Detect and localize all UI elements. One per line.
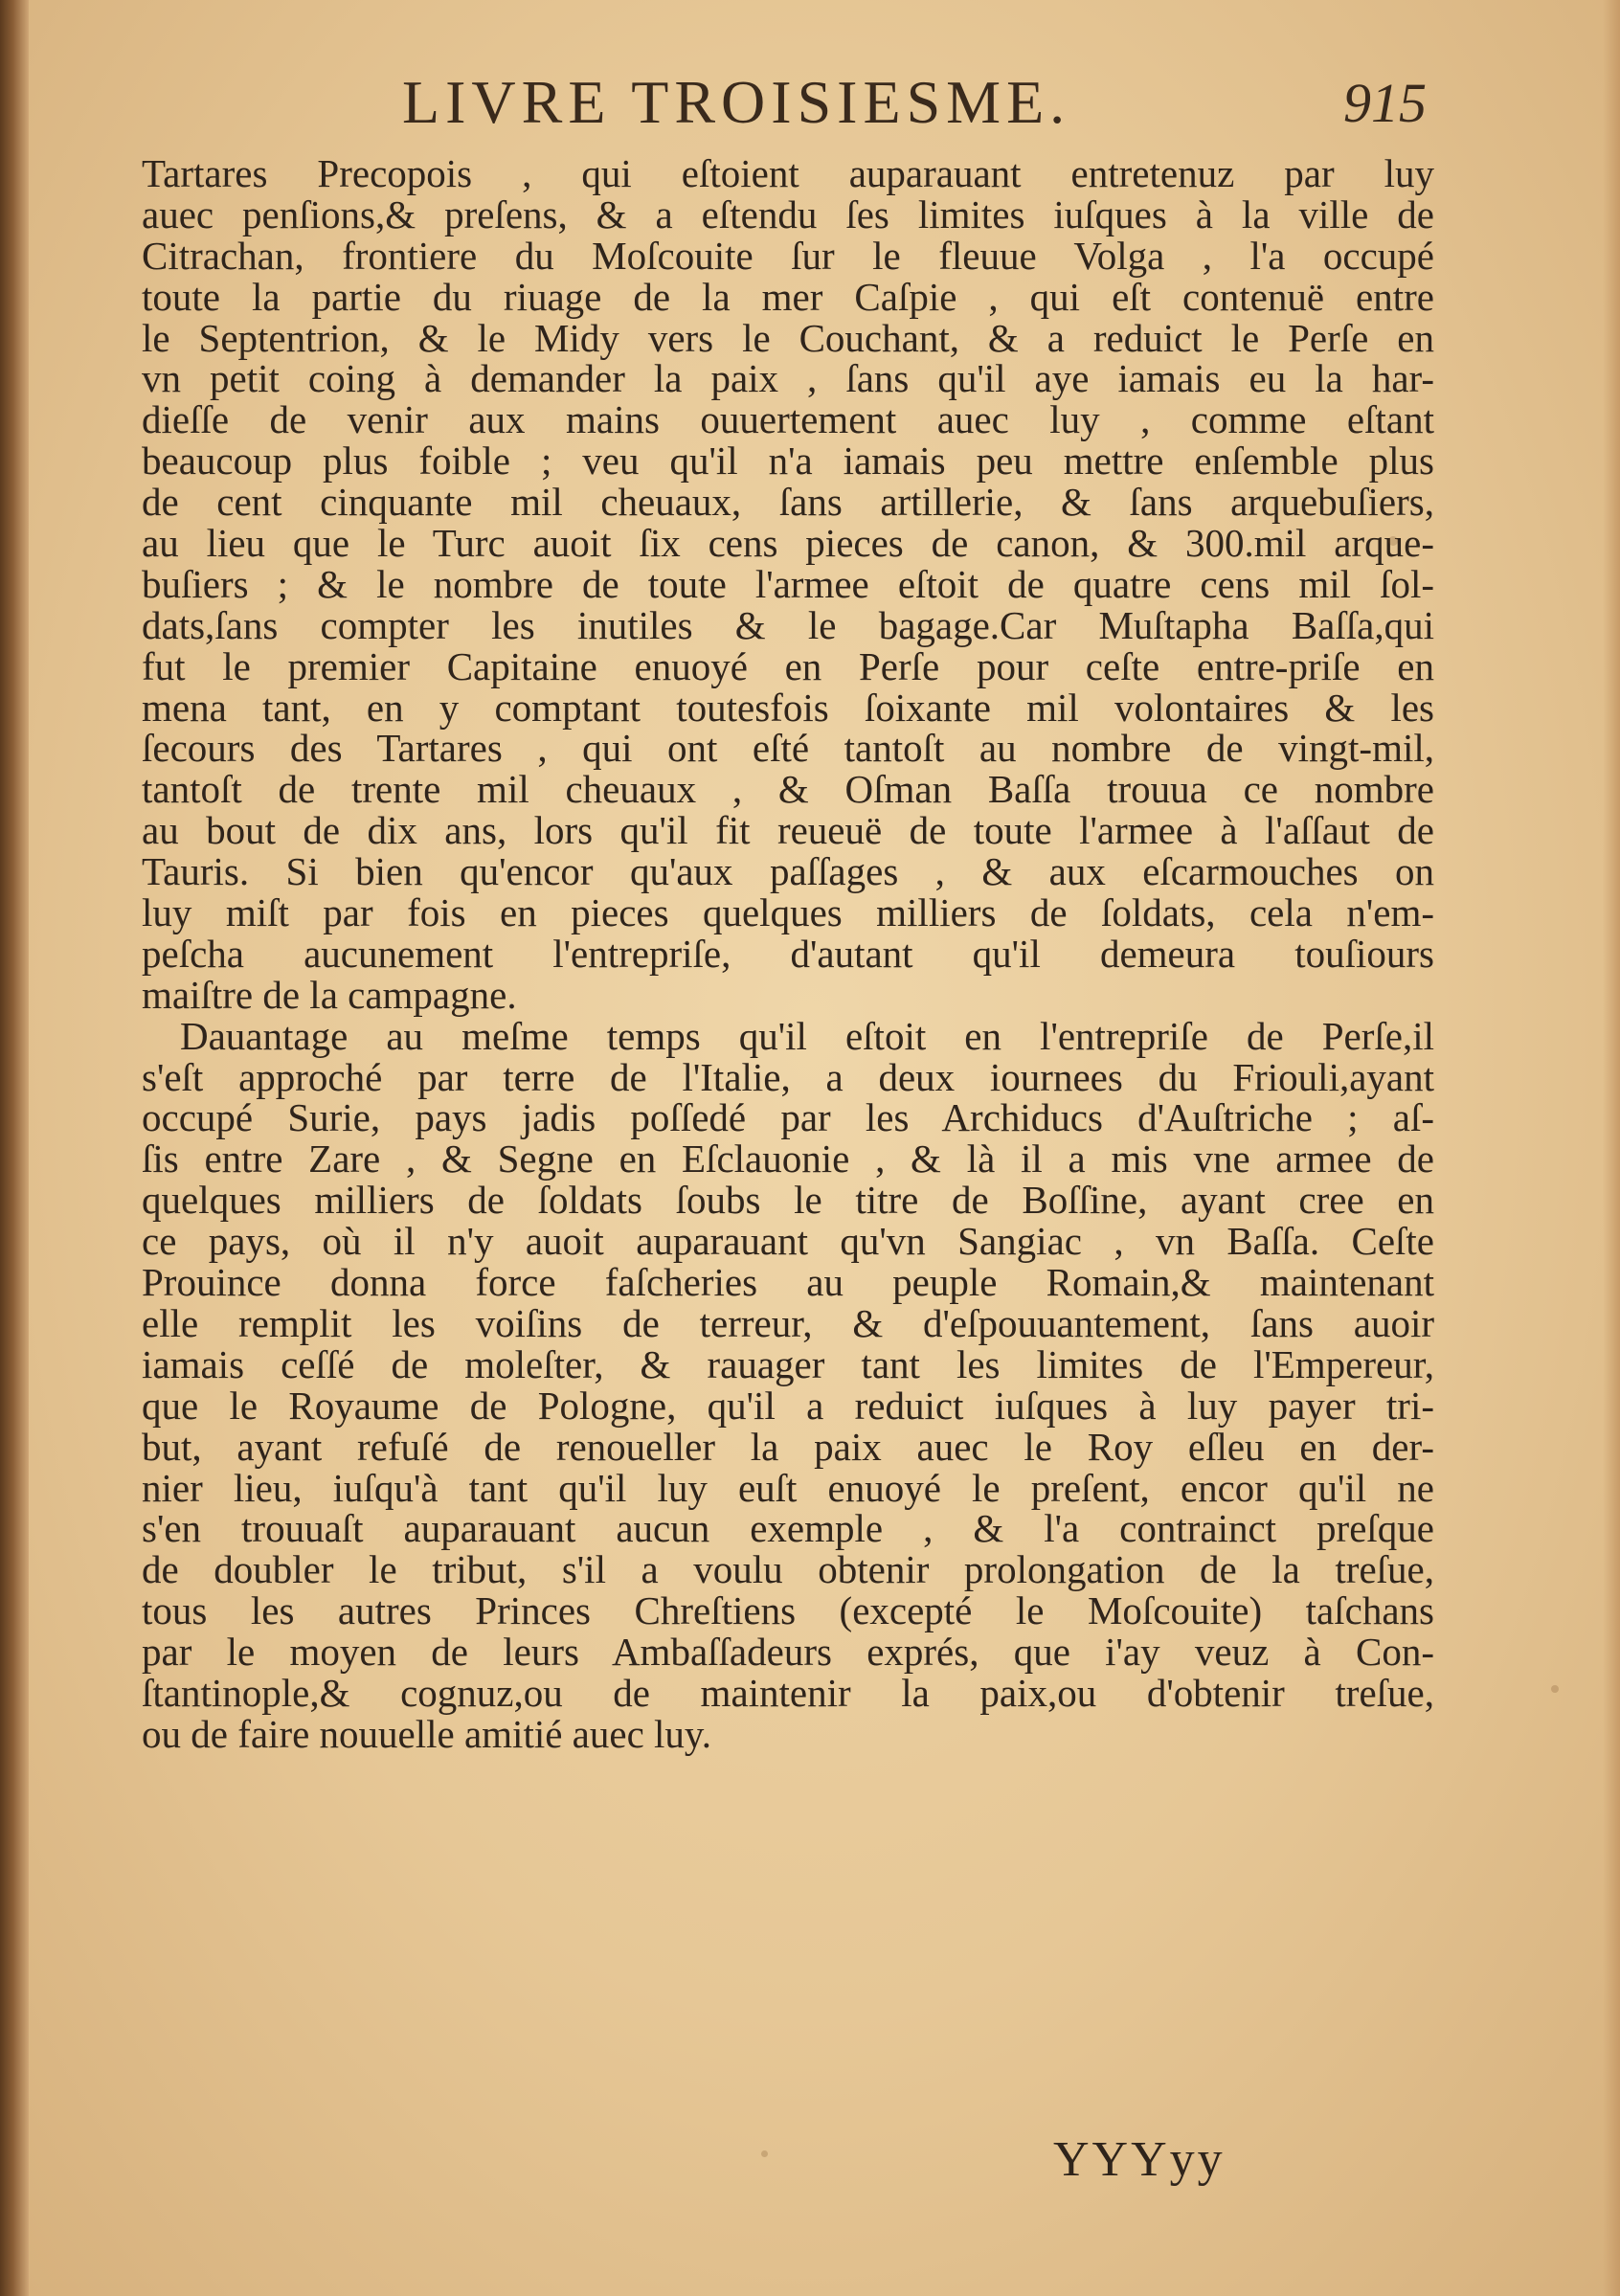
text-line: tantoſt de trente mil cheuaux , & Oſman Baſſa trouua ce nombre — [142, 767, 1434, 812]
text-line: ſtantinople,& cognuz,ou de maintenir la paix,ou d'obtenir treſue, — [142, 1670, 1434, 1715]
text-line: par le moyen de leurs Ambaſſadeurs exprés, que i'ay veuz à Con- — [142, 1630, 1434, 1675]
text-line: Dauantage au meſme temps qu'il eſtoit en l'entrepriſe de Perſe,il — [180, 1013, 1434, 1058]
text-line: au lieu que le Turc auoit ſix cens pieces de canon, & 300.mil arque- — [142, 521, 1434, 566]
text-line: nier lieu, iuſqu'à tant qu'il luy euſt enuoyé le preſent, encor qu'il ne — [142, 1465, 1434, 1510]
foxing-spot — [1551, 1685, 1559, 1693]
text-line: fut le premier Capitaine enuoyé en Perſe pour ceſte entre-priſe en — [142, 643, 1434, 688]
text-line: ou de faire nouuelle amitié auec luy. — [142, 1711, 712, 1756]
body-text — [142, 153, 1434, 1755]
page-edge — [1603, 0, 1620, 2296]
text-line: vn petit coing à demander la paix , ſans qu'il aye iamais eu la har- — [142, 356, 1434, 401]
text-line: s'en trouuaſt auparauant aucun exemple , & l'a contrainct preſque — [142, 1506, 1434, 1551]
text-line: ſecours des Tartares , qui ont eſté tantoſt au nombre de vingt-mil, — [142, 726, 1434, 771]
text-line: Citrachan, frontiere du Moſcouite ſur le fleuue Volga , l'a occupé — [142, 233, 1434, 278]
foxing-spot — [761, 2150, 768, 2157]
text-line: but, ayant refuſé de renoueller la paix auec le Roy eſleu en der- — [142, 1424, 1434, 1469]
text-line: occupé Surie, pays jadis poſſedé par les Archiducs d'Auſtriche ; aſ- — [142, 1095, 1434, 1140]
text-line: luy miſt par fois en pieces quelques milliers de ſoldats, cela n'em- — [142, 890, 1434, 935]
text-line: ce pays, où il n'y auoit auparauant qu'vn Sangiac , vn Baſſa. Ceſte — [142, 1219, 1434, 1264]
text-line: beaucoup plus foible ; veu qu'il n'a iamais peu mettre enſemble plus — [142, 439, 1434, 484]
text-line: ſis entre Zare , & Segne en Eſclauonie , & là il a mis vne armee de — [142, 1137, 1434, 1182]
text-line: Tauris. Si bien qu'encor qu'aux paſſages , & aux eſcarmouches on — [142, 849, 1434, 894]
text-line: tous les autres Princes Chreſtiens (excepté le Moſcouite) taſchans — [142, 1588, 1434, 1633]
text-line: dieſſe de venir aux mains ouuertement auec luy , comme eſtant — [142, 397, 1434, 442]
text-line: auec penſions,& preſens, & a eſtendu ſes limites iuſques à la ville de — [142, 191, 1434, 236]
text-line: Tartares Precopois , qui eſtoient auparauant entretenuz par luy — [142, 151, 1434, 195]
text-line: maiſtre de la campagne. — [142, 972, 517, 1017]
text-line: s'eſt approché par terre de l'Italie, a deux iournees du Friouli,ayant — [142, 1054, 1434, 1099]
text-line: elle remplit les voiſins de terreur, & d'eſpouuantement, ſans auoir — [142, 1300, 1434, 1345]
text-line: iamais ceſſé de moleſter, & rauager tant les limites de l'Empereur, — [142, 1341, 1434, 1386]
text-line: que le Royaume de Pologne, qu'il a reduict iuſques à luy payer tri- — [142, 1383, 1434, 1428]
page-number: 915 — [1343, 72, 1427, 134]
text-line: de doubler le tribut, s'il a voulu obtenir prolongation de la treſue, — [142, 1547, 1434, 1592]
foxing-spot — [1388, 536, 1398, 546]
text-line: le Septentrion, & le Midy vers le Couchant, & a reduict le Perſe en — [142, 315, 1434, 360]
text-line: mena tant, en y comptant toutesfois ſoixante mil volontaires & les — [142, 685, 1434, 730]
text-line: toute la partie du riuage de la mer Caſpie , qui eſt contenuë entre — [142, 274, 1434, 319]
running-title: LIVRE TROISIESME. — [402, 68, 1071, 136]
signature-mark: YYYyy — [1053, 2132, 1226, 2187]
text-line: buſiers ; & le nombre de toute l'armee eſtoit de quatre cens mil ſol- — [142, 561, 1434, 606]
text-line: dats,ſans compter les inutiles & le bagage.Car Muſtapha Baſſa,qui — [142, 602, 1434, 647]
text-line: quelques milliers de ſoldats ſoubs le titre de Boſſine, ayant cree en — [142, 1178, 1434, 1223]
text-line: peſcha aucunement l'entrepriſe, d'autant qu'il demeura touſiours — [142, 931, 1434, 976]
text-line: au bout de dix ans, lors qu'il fit reueuë de toute l'armee à l'aſſaut de — [142, 808, 1434, 853]
running-head — [144, 67, 1427, 153]
text-line: de cent cinquante mil cheuaux, ſans artillerie, & ſans arquebuſiers, — [142, 480, 1434, 525]
text-line: Prouince donna force faſcheries au peuple Romain,& maintenant — [142, 1260, 1434, 1305]
binding-gutter — [0, 0, 29, 2296]
